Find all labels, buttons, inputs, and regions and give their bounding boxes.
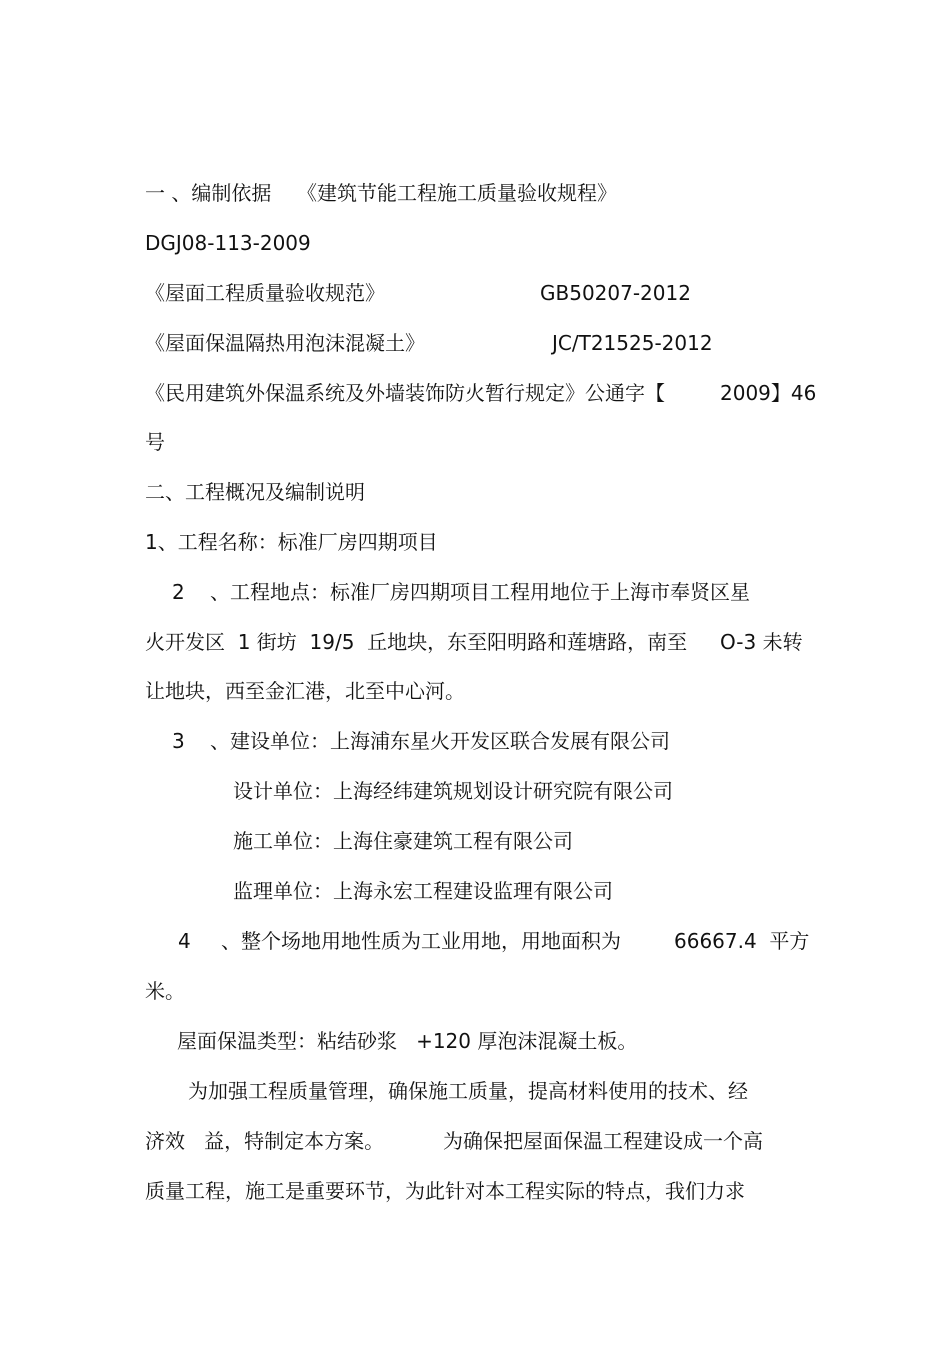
reference-4-year: 2009】46 <box>720 381 817 405</box>
item-3-owner: 、建设单位：上海浦东星火开发区联合发展有限公司 <box>210 729 670 753</box>
reference-1-title: 《建筑节能工程施工质量验收规程》 <box>297 181 617 205</box>
item-4-number: 4 <box>178 929 191 953</box>
design-unit: 设计单位：上海经纬建筑规划设计研究院有限公司 <box>233 779 673 803</box>
reference-2-title: 《屋面工程质量验收规范》 <box>145 281 385 305</box>
item-4-land-use: 、整个场地用地性质为工业用地，用地面积为 <box>221 929 621 953</box>
supervision-unit: 监理单位：上海永宏工程建设监理有限公司 <box>233 879 613 903</box>
reference-4-title: 《民用建筑外保温系统及外墙装饰防火暂行规定》公通字【 <box>145 381 665 405</box>
item-1-project-name: 1、工程名称：标准厂房四期项目 <box>145 530 438 554</box>
construction-unit: 施工单位：上海住豪建筑工程有限公司 <box>233 829 573 853</box>
paragraph-line-1: 为加强工程质量管理，确保施工质量，提高材料使用的技术、经 <box>188 1079 748 1103</box>
paragraph-line-2-continued: 为确保把屋面保温工程建设成一个高 <box>443 1129 763 1153</box>
item-2-location-line-3: 让地块，西至金汇港，北至中心河。 <box>145 679 465 703</box>
reference-3-code: JC/T21525-2012 <box>552 331 713 355</box>
item-4-tail: 米。 <box>145 979 185 1003</box>
reference-4-tail: 号 <box>145 430 165 454</box>
reference-1-code: DGJ08-113-2009 <box>145 231 311 255</box>
item-2-location-parcel: O-3 未转 <box>720 630 803 654</box>
reference-2-code: GB50207-2012 <box>540 281 691 305</box>
section-1-heading: 一 、编制依据 <box>145 181 272 205</box>
item-3-number: 3 <box>172 729 185 753</box>
paragraph-line-3: 质量工程，施工是重要环节，为此针对本工程实际的特点，我们力求 <box>145 1179 745 1203</box>
reference-3-title: 《屋面保温隔热用泡沫混凝土》 <box>145 331 425 355</box>
item-2-location-line-2: 火开发区 1 街坊 19/5 丘地块，东至阳明路和莲塘路，南至 <box>145 630 688 654</box>
item-2-location: 、工程地点：标准厂房四期项目工程用地位于上海市奉贤区星 <box>210 580 750 604</box>
roof-insulation-type: 屋面保温类型：粘结砂浆 +120 厚泡沫混凝土板。 <box>177 1029 638 1053</box>
section-2-heading: 二、工程概况及编制说明 <box>145 480 365 504</box>
item-2-number: 2 <box>172 580 185 604</box>
paragraph-line-2: 济效 益，特制定本方案。 <box>145 1129 385 1153</box>
item-4-area: 66667.4 平方 <box>674 929 810 953</box>
